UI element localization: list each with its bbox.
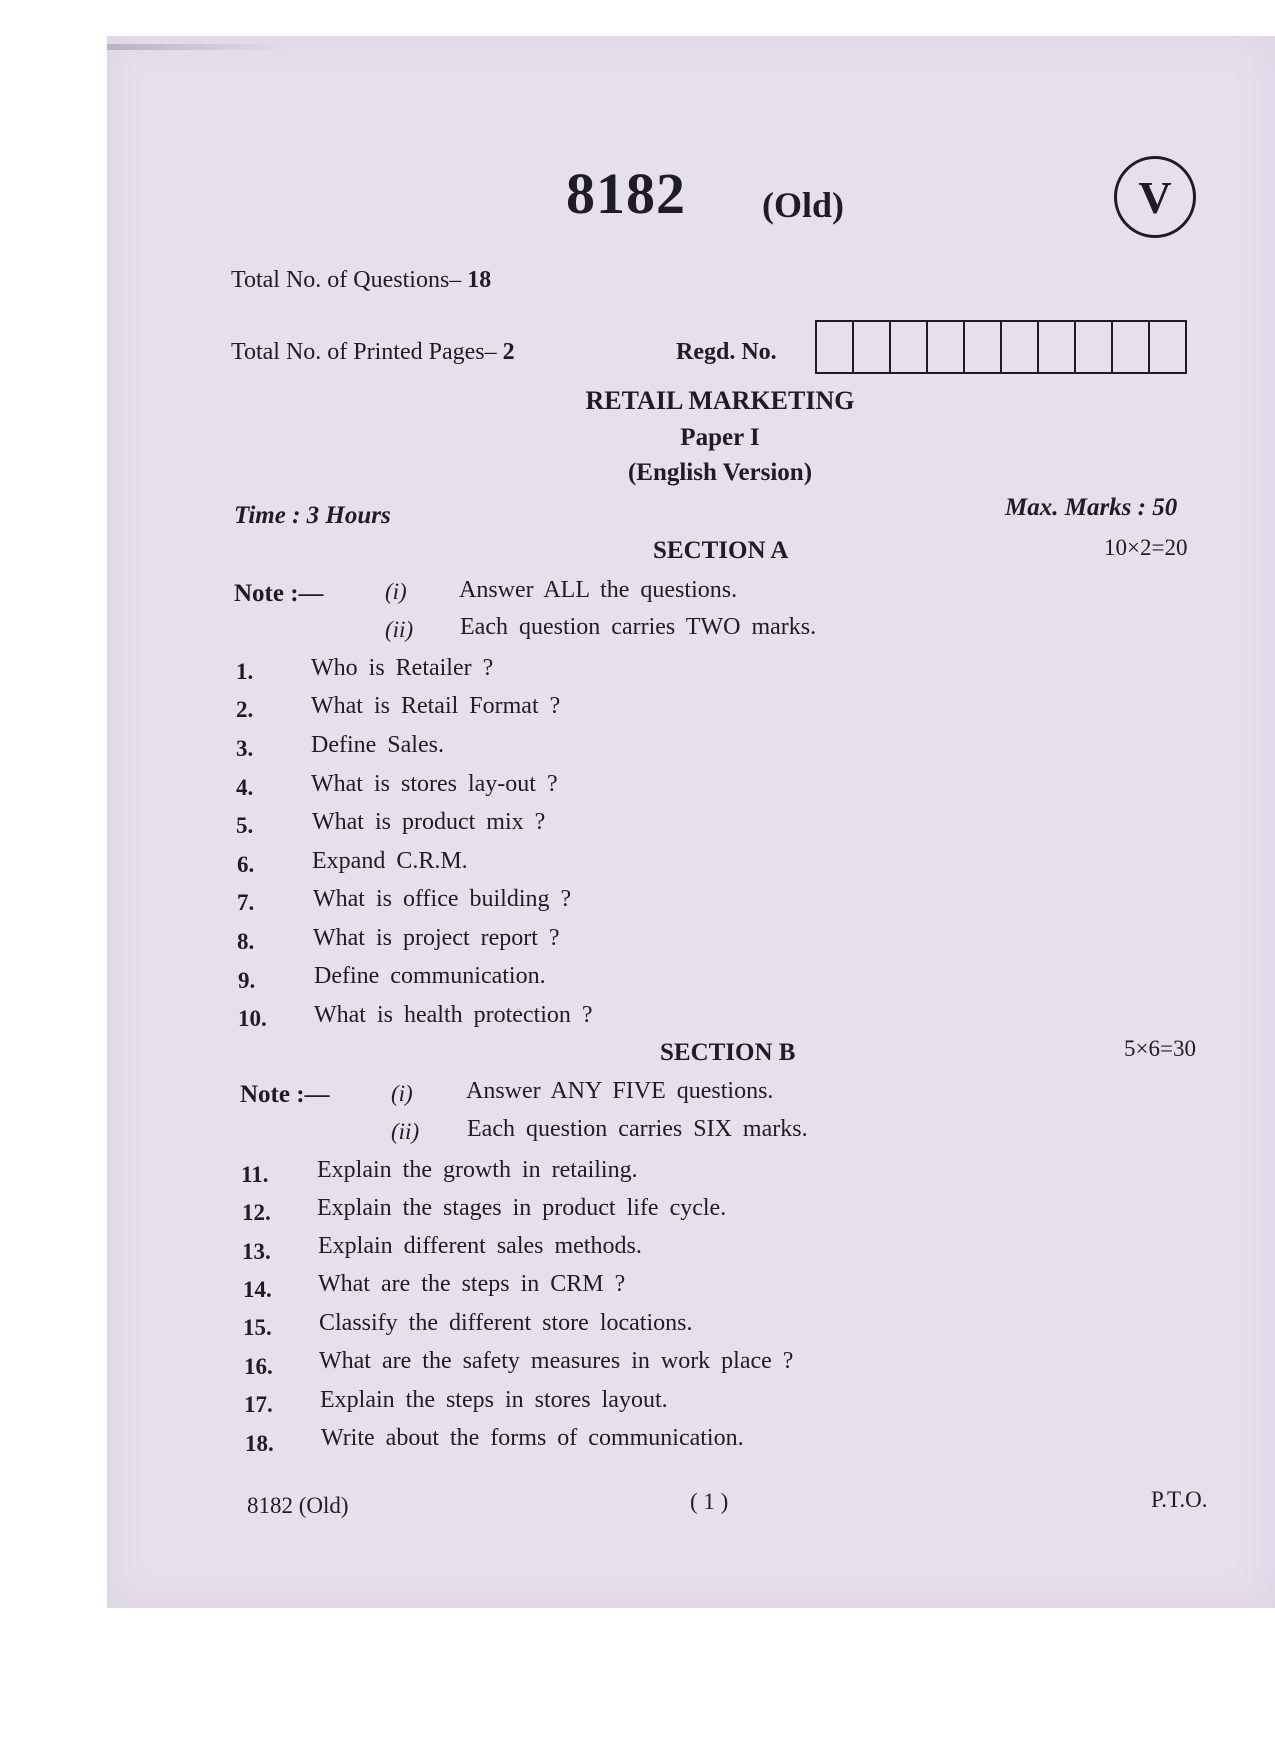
total-questions: [231, 267, 491, 294]
regd-no-box: [1113, 322, 1150, 372]
question-text: Explain the stages in product life cycle.: [317, 1195, 727, 1221]
question-number: 12.: [242, 1200, 271, 1225]
regd-no-box: [1002, 322, 1039, 372]
question-number: 6.: [237, 852, 255, 877]
question-number: 4.: [236, 775, 254, 800]
subject-title: RETAIL MARKETING: [585, 386, 855, 415]
question-number: 1.: [236, 659, 254, 684]
page-number: ( 1 ): [690, 1489, 729, 1514]
question-number: 9.: [238, 968, 256, 993]
version-mark-badge: [1114, 156, 1196, 238]
section-a-marks: 10×2=20: [1104, 535, 1188, 560]
question-number: 14.: [243, 1277, 272, 1302]
question-text: Explain different sales methods.: [318, 1233, 642, 1259]
total-pages: [231, 339, 515, 366]
question-text: Expand C.R.M.: [312, 848, 468, 874]
question-text: Who is Retailer ?: [311, 655, 494, 681]
question-text: What is office building ?: [313, 886, 572, 912]
max-marks-label: Max. Marks : 50: [1005, 494, 1178, 521]
section-b-title: SECTION B: [660, 1039, 796, 1066]
section-a-note-num: (ii): [385, 617, 414, 642]
question-text: Define communication.: [314, 963, 546, 989]
regd-no-box: [817, 322, 854, 372]
question-number: 5.: [236, 813, 254, 838]
question-text: Explain the steps in stores layout.: [320, 1387, 668, 1413]
question-number: 17.: [244, 1392, 273, 1417]
footer-paper-code: 8182 (Old): [247, 1493, 349, 1518]
question-number: 11.: [241, 1162, 269, 1187]
question-text: What is stores lay-out ?: [311, 771, 558, 797]
question-text: What is Retail Format ?: [311, 693, 561, 719]
section-b-note-text: Each question carries SIX marks.: [467, 1116, 808, 1142]
paper-code: 8182: [566, 161, 686, 226]
total-pages-label: Total No. of Printed Pages–: [231, 339, 497, 365]
section-a-note-label: Note :—: [234, 580, 324, 607]
section-b-note-text: Answer ANY FIVE questions.: [466, 1078, 774, 1104]
question-text: What are the steps in CRM ?: [318, 1271, 626, 1297]
question-text: What is health protection ?: [314, 1002, 593, 1028]
total-pages-value: 2: [502, 339, 515, 365]
regd-no-label: Regd. No.: [676, 339, 777, 365]
pto-label: P.T.O.: [1151, 1487, 1208, 1512]
version-mark-letter: V: [1138, 171, 1172, 223]
regd-no-box: [891, 322, 928, 372]
regd-no-box: [1039, 322, 1076, 372]
scan-edge-mark: [107, 44, 287, 50]
question-text: Define Sales.: [311, 732, 444, 758]
question-text: Explain the growth in retailing.: [317, 1157, 638, 1183]
total-questions-label: Total No. of Questions–: [231, 267, 462, 293]
question-number: 10.: [238, 1006, 267, 1031]
section-b-note-num: (i): [391, 1081, 413, 1106]
version-label: (English Version): [627, 459, 813, 486]
question-number: 7.: [237, 890, 255, 915]
question-number: 15.: [243, 1315, 272, 1340]
question-number: 2.: [236, 697, 254, 722]
question-number: 3.: [236, 736, 254, 761]
question-number: 16.: [244, 1354, 273, 1379]
section-a-title: SECTION A: [653, 537, 789, 564]
question-text: What is project report ?: [313, 925, 560, 951]
total-questions-value: 18: [467, 267, 492, 293]
section-a-note-text: Answer ALL the questions.: [459, 577, 738, 603]
question-text: Classify the different store locations.: [319, 1310, 693, 1336]
regd-no-box: [1076, 322, 1113, 372]
question-text: What is product mix ?: [312, 809, 546, 835]
question-number: 8.: [237, 929, 255, 954]
section-a-note-text: Each question carries TWO marks.: [460, 614, 817, 640]
regd-no-box: [1150, 322, 1187, 372]
question-text: Write about the forms of communication.: [321, 1425, 744, 1451]
question-text: What are the safety measures in work place ?: [319, 1348, 794, 1374]
regd-no-box: [854, 322, 891, 372]
time-label: Time : 3 Hours: [234, 502, 391, 529]
regd-no-box: [965, 322, 1002, 372]
section-b-note-label: Note :—: [240, 1081, 330, 1108]
regd-no-boxes: [815, 320, 1187, 374]
section-b-note-num: (ii): [391, 1119, 420, 1144]
section-a-note-num: (i): [385, 579, 407, 604]
question-number: 18.: [245, 1431, 274, 1456]
paper-name: Paper I: [680, 424, 760, 451]
section-b-marks: 5×6=30: [1124, 1036, 1196, 1061]
regd-no-box: [928, 322, 965, 372]
paper-code-suffix: (Old): [762, 185, 845, 225]
question-number: 13.: [242, 1239, 271, 1264]
